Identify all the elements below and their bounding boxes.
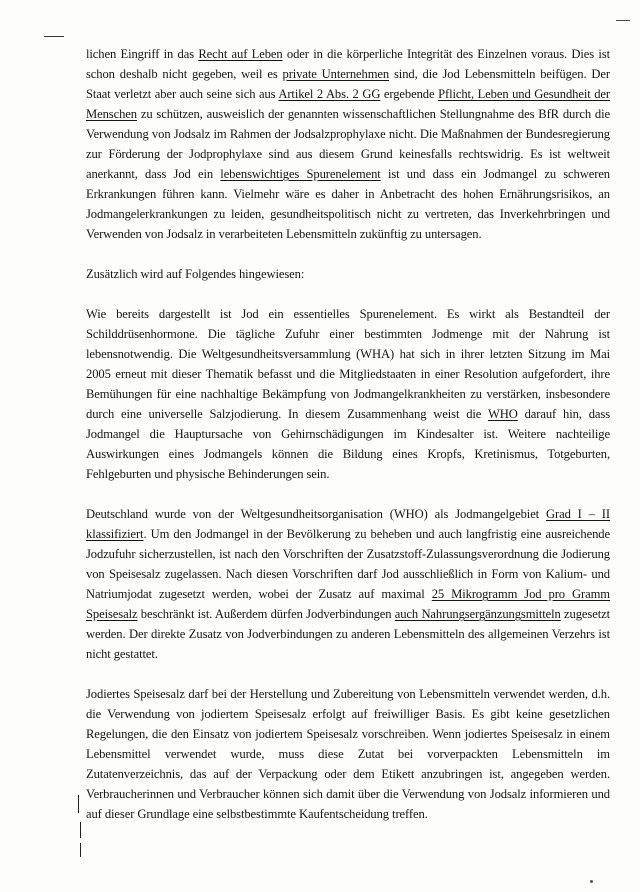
underlined-phrase: private Unternehmen xyxy=(282,67,390,81)
text-run: Wie bereits dargestellt ist Jod ein essentielles Spurenelement. Es wirkt als Bestandteil der Schilddrüsenhormone. Die tägliche Zufuhr einer bestimmten Jodmenge mit der Nahrung ist lebensnotwendig. Die Weltgesundheitsversammlung (WHA) hat sich in ihrer letzten Sitzung im Mai 2005 erneut mit dieser Thematik befasst und die Mitgliedstaaten in einer Resolution aufgefordert, ihre Bemühungen für eine nachhaltige Bekämpfung von Jodmangelkrankheiten zu verstärken, insbesondere durch eine universelle Salzjodierung. In diesem Zusammenhang weist die xyxy=(86,307,610,421)
text-run: zu schützen, ausweislich der genannten wissenschaftlichen Stellungnahme des BfR durch die Verwendung von Jodsalz im Rahmen der Jodsalzprophylaxe nicht. Die Maßnahmen der Bundesregierung zur Förderung der Jodprophylaxe sind aus diesem Grund keinesfalls rechtswidrig. Es ist weltweit anerkannt, dass Jod ein xyxy=(86,107,610,181)
text-run: Jodiertes Speisesalz darf bei der Herstellung und Zubereitung von Lebensmitteln verwendet werden, d.h. die Verwendung von jodiertem Speisesalz erfolgt auf freiwilliger Basis. Es gibt keine gesetzlichen Regelungen, die den Einsatz von jodiertem Speisesalz vorschreiben. Wenn jodiertes Speisesalz in einem Lebensmittel verwendet wurde, muss diese Zutat bei vorverpackten Lebensmitteln im Zutatenverzeichnis, das auf der Verpackung oder dem Etikett anzubringen ist, angegeben werden. Verbraucherinnen und Verbraucher können sich damit über die Verwendung von Jodsalz informieren und auf dieser Grundlage eine selbstbestimmte Kaufentscheidung treffen. xyxy=(86,687,610,821)
scan-corner-mark xyxy=(616,20,630,21)
underlined-phrase: Recht auf Leben xyxy=(198,47,283,61)
text-run: zugesetzt werden. Der direkte Zusatz von Jodverbindungen zu anderen Lebensmitteln des allgemeinen Verzehrs ist nicht gestattet. xyxy=(86,607,610,661)
underlined-phrase: Artikel 2 Abs. 2 GG xyxy=(278,87,381,101)
margin-annotation-mark xyxy=(80,822,81,838)
paragraph-germany-classification xyxy=(86,504,610,664)
paragraph-legal-intervention xyxy=(86,44,610,244)
underlined-phrase: WHO xyxy=(487,407,518,421)
scan-edge-mark xyxy=(44,36,64,37)
text-run: Deutschland wurde von der Weltgesundheitsorganisation (WHO) als Jodmangelgebiet xyxy=(86,507,546,521)
section-heading xyxy=(86,264,610,284)
text-run: oder in die körperliche Integrität des Einzelnen voraus. Dies ist schon deshalb nicht gegeben, weil es xyxy=(86,47,610,81)
underlined-phrase: Pflicht, Leben und Gesundheit der Menschen xyxy=(86,87,610,121)
underlined-phrase: auch Nahrungsergänzungsmitteln xyxy=(394,607,561,621)
text-run: ist und dass ein Jodmangel zu schweren Erkrankungen führen kann. Vielmehr wäre es daher in Anbetracht des hohen Ernährungsrisikos, an Jodmangelerkrankungen zu leiden, gesundheitspolitisch nicht zu vertreten, das Inverkehrbringen und Verwenden von Jodsalz in verarbeiteten Lebensmitteln zukünftig zu untersagen. xyxy=(86,167,610,241)
underlined-phrase: 25 Mikrogramm Jod pro Gramm Speisesalz xyxy=(86,587,610,621)
margin-annotation-mark xyxy=(80,843,81,857)
underlined-phrase: Grad I – II klassifiziert xyxy=(86,507,610,541)
scan-speck xyxy=(590,880,593,883)
paragraph-iodized-salt-usage xyxy=(86,684,610,824)
paragraph-iodine-essential xyxy=(86,304,610,484)
margin-annotation-mark xyxy=(78,795,79,813)
text-run: Zusätzlich wird auf Folgendes hingewiesen: xyxy=(86,267,305,281)
text-run: ergebende xyxy=(380,87,439,101)
document-body xyxy=(86,44,610,844)
text-run: lichen Eingriff in das xyxy=(86,47,199,61)
text-run: beschränkt ist. Außerdem dürfen Jodverbindungen xyxy=(137,607,395,621)
text-run: sind, die Jod Lebensmitteln beifügen. Der Staat verletzt aber auch seine sich aus xyxy=(86,67,610,101)
text-run: darauf hin, dass Jodmangel die Hauptursache von Gehirnschädigungen im Kindesalter ist. Weitere nachteilige Auswirkungen eines Jodmangels können die Bildung eines Kropfs, Kretinismus, Totgeburten, Fehlgeburten und physische Behinderungen sein. xyxy=(86,407,611,481)
underlined-phrase: lebenswichtiges Spurenelement xyxy=(220,167,381,181)
text-run: . Um den Jodmangel in der Bevölkerung zu beheben und auch langfristig eine ausreichende Jodzufuhr sicherzustellen, ist nach den Vorschriften der Zusatzstoff-Zulassungsverordnung die Jodierung von Speisesalz zugelassen. Nach diesen Vorschriften darf Jod ausschließlich in Form von Kalium- und Natriumjodat zugesetzt werden, wobei der Zusatz auf maximal xyxy=(86,527,610,601)
